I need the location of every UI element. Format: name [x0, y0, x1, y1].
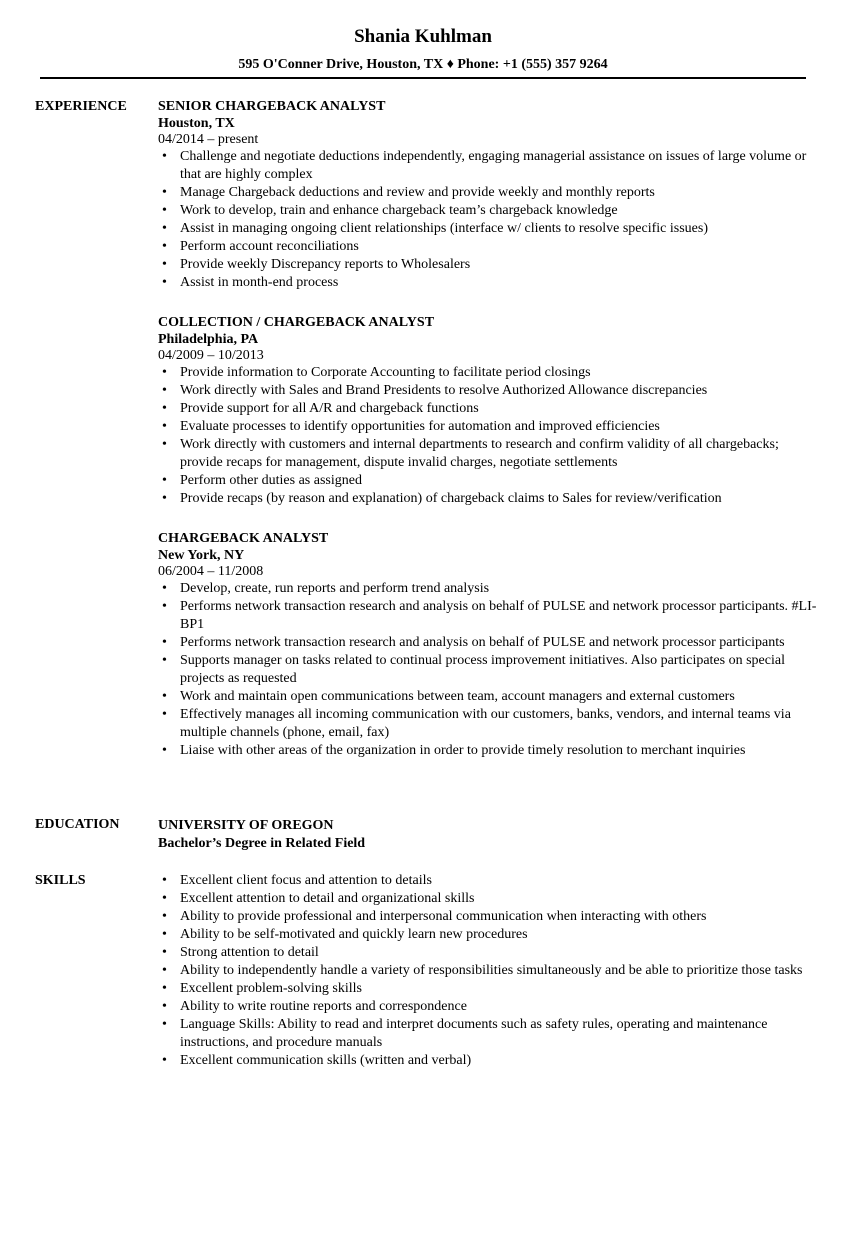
job-title: CHARGEBACK ANALYST	[158, 531, 329, 546]
list-item: • Evaluate processes to identify opportunities for automation and improved efficiencies	[158, 418, 818, 436]
job-bullets	[158, 364, 818, 508]
job-title: SENIOR CHARGEBACK ANALYST	[158, 99, 386, 114]
job-entry	[158, 314, 818, 508]
list-item: • Language Skills: Ability to read and interpret documents such as safety rules, operating and maintenance instructions, and procedure manuals	[158, 1016, 818, 1052]
job-title: COLLECTION / CHARGEBACK ANALYST	[158, 315, 435, 330]
list-item: • Ability to independently handle a variety of responsibilities simultaneously and be able to prioritize those tasks	[158, 962, 818, 980]
job-bullets	[158, 148, 818, 292]
list-item: • Assist in managing ongoing client relationships (interface w/ clients to resolve specific issues)	[158, 220, 818, 238]
list-item: • Effectively manages all incoming communication with our customers, banks, vendors, and internal teams via multiple channels (phone, email, fax)	[158, 706, 818, 742]
list-item: • Performs network transaction research and analysis on behalf of PULSE and network processor participants	[158, 634, 818, 652]
job-dates: 04/2009 – 10/2013	[158, 348, 264, 363]
list-item: • Ability to write routine reports and correspondence	[158, 998, 818, 1016]
job-dates: 06/2004 – 11/2008	[158, 564, 264, 579]
job-bullets	[158, 580, 818, 760]
list-item: • Provide weekly Discrepancy reports to Wholesalers	[158, 256, 818, 274]
list-item: • Develop, create, run reports and perform trend analysis	[158, 580, 818, 598]
header-divider	[40, 77, 806, 79]
list-item: • Performs network transaction research and analysis on behalf of PULSE and network processor participants. #LI-BP1	[158, 598, 818, 634]
list-item: • Provide recaps (by reason and explanation) of chargeback claims to Sales for review/verification	[158, 490, 818, 508]
list-item: • Work and maintain open communications between team, account managers and external customers	[158, 688, 818, 706]
list-item: • Excellent attention to detail and organizational skills	[158, 890, 818, 908]
skills-list	[158, 872, 818, 1070]
job-entry	[158, 98, 818, 292]
experience-list	[158, 98, 818, 782]
list-item: • Perform other duties as assigned	[158, 472, 818, 490]
candidate-name: Shania Kuhlman	[354, 26, 492, 47]
list-item: • Perform account reconciliations	[158, 238, 818, 256]
list-item: • Excellent communication skills (written and verbal)	[158, 1052, 818, 1070]
list-item: • Assist in month-end process	[158, 274, 818, 292]
education-section-label: EDUCATION	[35, 817, 120, 832]
list-item: • Excellent client focus and attention to details	[158, 872, 818, 890]
list-item: • Manage Chargeback deductions and review and provide weekly and monthly reports	[158, 184, 818, 202]
list-item: • Provide information to Corporate Accounting to facilitate period closings	[158, 364, 818, 382]
list-item: • Supports manager on tasks related to continual process improvement initiatives. Also participates on special projects as requested	[158, 652, 818, 688]
list-item: • Strong attention to detail	[158, 944, 818, 962]
list-item: • Ability to be self-motivated and quickly learn new procedures	[158, 926, 818, 944]
list-item: • Work directly with customers and internal departments to research and confirm validity of all chargebacks; provide recaps for management, dispute invalid charges, negotiate settlements	[158, 436, 818, 472]
list-item: • Liaise with other areas of the organization in order to provide timely resolution to merchant inquiries	[158, 742, 818, 760]
resume-header	[40, 26, 806, 74]
list-item: • Provide support for all A/R and chargeback functions	[158, 400, 818, 418]
list-item: • Challenge and negotiate deductions independently, engaging managerial assistance on issues of large volume or that are highly complex	[158, 148, 818, 184]
list-item: • Ability to provide professional and interpersonal communication when interacting with others	[158, 908, 818, 926]
school-name: UNIVERSITY OF OREGON	[158, 818, 334, 833]
job-location: New York, NY	[158, 548, 245, 563]
skills-section-label: SKILLS	[35, 873, 86, 888]
contact-line: 595 O'Conner Drive, Houston, TX ♦ Phone: +1 (555) 357 9264	[238, 57, 608, 72]
degree: Bachelor’s Degree in Related Field	[158, 836, 366, 851]
list-item: • Work to develop, train and enhance chargeback team’s chargeback knowledge	[158, 202, 818, 220]
skill-bullets	[158, 872, 818, 1070]
job-location: Houston, TX	[158, 116, 235, 131]
job-dates: 04/2014 – present	[158, 132, 259, 147]
education-entry	[158, 817, 818, 853]
list-item: • Excellent problem-solving skills	[158, 980, 818, 998]
list-item: • Work directly with Sales and Brand Presidents to resolve Authorized Allowance discrepancies	[158, 382, 818, 400]
experience-section-label: EXPERIENCE	[35, 99, 127, 114]
job-location: Philadelphia, PA	[158, 332, 259, 347]
job-entry	[158, 530, 818, 760]
